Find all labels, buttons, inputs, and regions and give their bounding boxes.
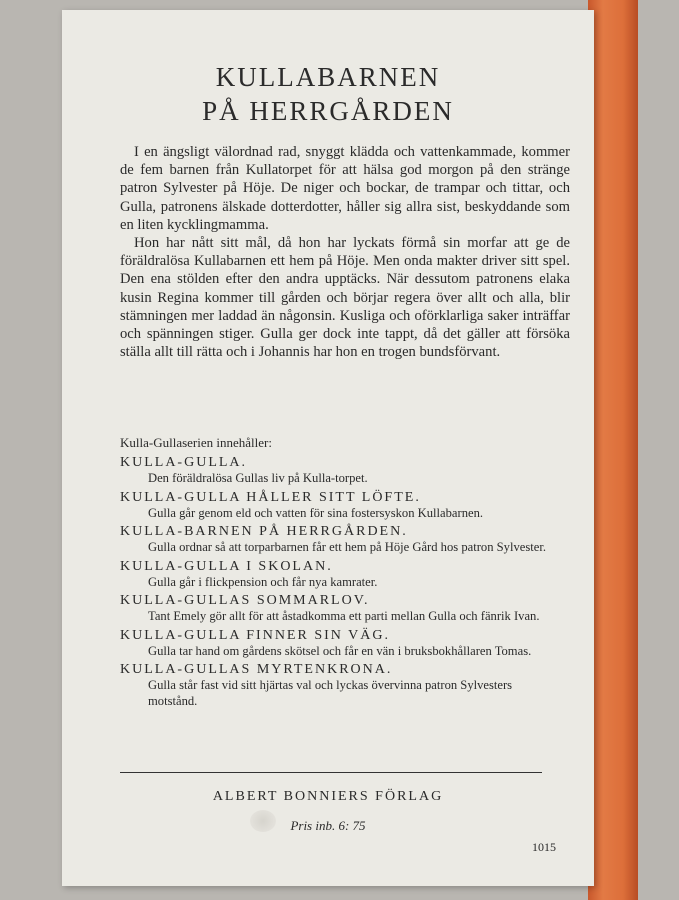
series-item-title: KULLA-GULLA. <box>120 455 248 470</box>
title-line-2: PÅ HERRGÅRDEN <box>202 96 454 126</box>
price: Pris inb. 6: 75 <box>290 818 366 833</box>
series-item <box>120 523 560 556</box>
series-item-title: KULLA-GULLAS MYRTENKRONA. <box>120 662 393 677</box>
series-item-title: KULLA-GULLAS SOMMARLOV. <box>120 593 370 608</box>
series-item-desc: Gulla går genom eld och vatten för sina fostersyskon Kullabarnen. <box>148 505 484 520</box>
series-item <box>120 627 560 660</box>
catalog-number: 1015 <box>532 840 556 854</box>
publisher: ALBERT BONNIERS FÖRLAG <box>212 789 444 804</box>
blurb <box>120 143 570 361</box>
series-item <box>120 661 560 709</box>
book-spine <box>588 0 638 900</box>
series-item <box>120 454 560 487</box>
blurb-paragraph-1: I en ängsligt välordnad rad, snyggt klädda och vattenkammade, kommer de fem barnen från Kullatorpet för att hälsa god morgon på den stränge patron Sylvester på Höje. De niger och bockar, de trampar och tittar, och Gulla, patronens älskade dotterdotter, håller sig allra sist, beskyddande som en liten kycklingmamma. <box>120 144 570 233</box>
series-item-desc: Den föräldralösa Gullas liv på Kulla-torpet. <box>148 471 368 485</box>
series-item-desc: Gulla tar hand om gårdens skötsel och får en vän i bruksbokhållaren Tomas. <box>148 643 532 658</box>
series-list <box>120 454 560 711</box>
series-item-desc: Gulla går i flickpension och får nya kamrater. <box>148 574 378 589</box>
blurb-paragraph-2: Hon har nått sitt mål, då hon har lyckats förmå sin morfar att ge de föräldralösa Kullabarnen ett hem på Höje. Men onda makter driver sitt spel. Den ena stölden efter den andra upptäcks. När dessutom patronens elaka kusin Regina kommer till gården och börjar regera över allt och alla, blir stämningen mer laddad än någonsin. Kusliga och oförklarliga saker inträffar och spänningen stiger. Gulla ger dock inte tappt, då det gäller att försöka ställa allt till rätta och i Johannis har hon en trogen bundsförvant. <box>120 235 570 361</box>
series-item <box>120 592 560 625</box>
series-item-desc: Tant Emely gör allt för att åstadkomma ett parti mellan Gulla och fänrik Ivan. <box>148 609 540 623</box>
series-item-title: KULLA-GULLA I SKOLAN. <box>120 558 333 574</box>
series-item-title: KULLA-BARNEN PÅ HERRGÅRDEN. <box>120 524 408 539</box>
series-item <box>120 489 560 522</box>
series-item <box>120 558 560 591</box>
series-item-desc: Gulla står fast vid sitt hjärtas val och lyckas övervinna patron Sylvesters motstånd. <box>148 678 513 708</box>
divider <box>120 772 542 773</box>
series-item-title: KULLA-GULLA HÅLLER SITT LÖFTE. <box>120 489 421 505</box>
series-intro: Kulla-Gullaserien innehåller: <box>120 435 272 450</box>
series-item-title: KULLA-GULLA FINNER SIN VÄG. <box>120 627 390 643</box>
title-line-1: KULLABARNEN <box>215 62 441 92</box>
back-cover <box>62 10 594 886</box>
series-item-desc: Gulla ordnar så att torparbarnen får ett hem på Höje Gård hos patron Sylvester. <box>148 540 546 554</box>
